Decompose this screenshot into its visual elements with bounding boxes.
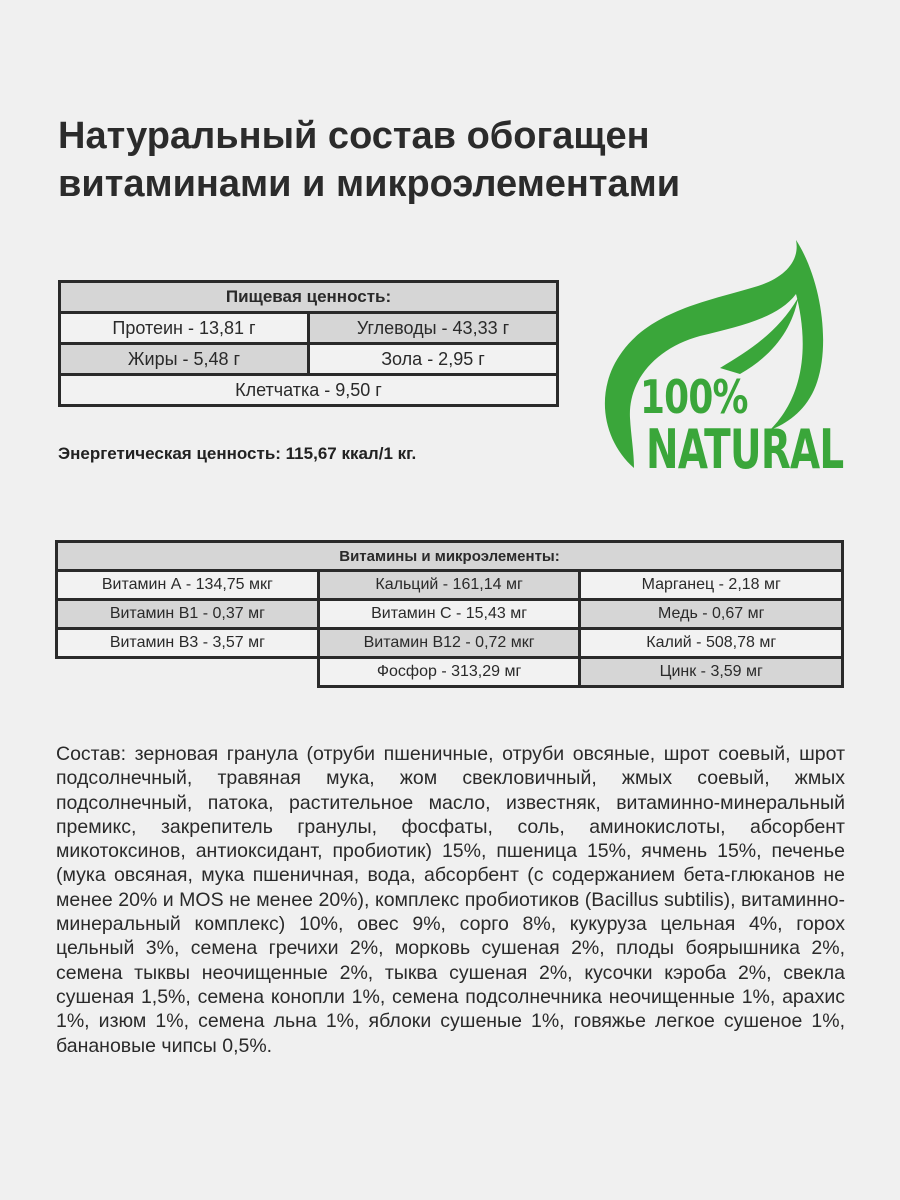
title-line-1: Натуральный состав обогащен — [58, 115, 650, 157]
vitamin-cell: Фосфор - 313,29 мг — [318, 658, 580, 687]
nutrition-cell-fiber: Клетчатка - 9,50 г — [60, 375, 558, 406]
badge-word: NATURAL — [646, 418, 844, 481]
vitamin-cell: Медь - 0,67 мг — [580, 600, 843, 629]
vitamin-cell: Марганец - 2,18 мг — [580, 571, 843, 600]
vitamin-cell: Калий - 508,78 мг — [580, 629, 843, 658]
title-line-2: витаминами и микроэлементами — [58, 163, 681, 205]
energy-value: Энергетическая ценность: 115,67 ккал/1 кг. — [58, 444, 417, 463]
nutrition-cell-ash: Зола - 2,95 г — [309, 344, 558, 375]
vitamin-cell: Цинк - 3,59 мг — [580, 658, 843, 687]
page-title — [58, 112, 818, 208]
vitamins-table — [55, 540, 844, 688]
natural-badge — [600, 240, 844, 490]
nutrition-cell-fat: Жиры - 5,48 г — [60, 344, 309, 375]
vitamins-header: Витамины и микроэлементы: — [57, 542, 843, 571]
vitamin-cell: Витамин В3 - 3,57 мг — [57, 629, 319, 658]
vitamin-cell-empty — [57, 658, 319, 687]
nutrition-cell-protein: Протеин - 13,81 г — [60, 313, 309, 344]
vitamin-cell: Витамин С - 15,43 мг — [318, 600, 580, 629]
vitamin-cell: Кальций - 161,14 мг — [318, 571, 580, 600]
composition-text: Состав: зерновая гранула (отруби пшеничные, отруби овсяные, шрот соевый, шрот подсолнечный, травяная мука, жом свекловичный, жмых соевый, жмых подсолнечный, патока, растительное масло, известняк, витаминно-минеральный премикс, закрепитель гранулы, фосфаты, соль, аминокислоты, абсорбент микотоксинов, антиоксидант, пробиотик) 15%, пшеница 15%, ячмень 15%, печенье (мука овсяная, мука пшеничная, вода, абсорбент (с содержанием бета-глюканов не менее 20% и MOS не менее 20%), комплекс пробиотиков (Bacillus subtilis), витаминно-минеральный комплекс) 10%, овес 9%, сорго 8%, кукуруза цельная 4%, горох цельный 3%, семена гречихи 2%, морковь сушеная 2%, плоды боярышника 2%, семена тыквы неочищенные 2%, тыква сушеная 2%, кусочки кэроба 2%, свекла сушеная 1,5%, семена конопли 1%, семена подсолнечника неочищенные 1%, арахис 1%, изюм 1%, семена льна 1%, яблоки сушеные 1%, говяжье легкое сушеное 1%, банановые чипсы 0,5%. — [56, 743, 845, 1057]
vitamin-cell: Витамин А - 134,75 мкг — [57, 571, 319, 600]
badge-percent: 100% — [640, 370, 748, 424]
nutrition-table — [58, 280, 559, 407]
vitamin-cell: Витамин В1 - 0,37 мг — [57, 600, 319, 629]
vitamin-cell: Витамин В12 - 0,72 мкг — [318, 629, 580, 658]
nutrition-cell-carbs: Углеводы - 43,33 г — [309, 313, 558, 344]
nutrition-header: Пищевая ценность: — [60, 282, 558, 313]
